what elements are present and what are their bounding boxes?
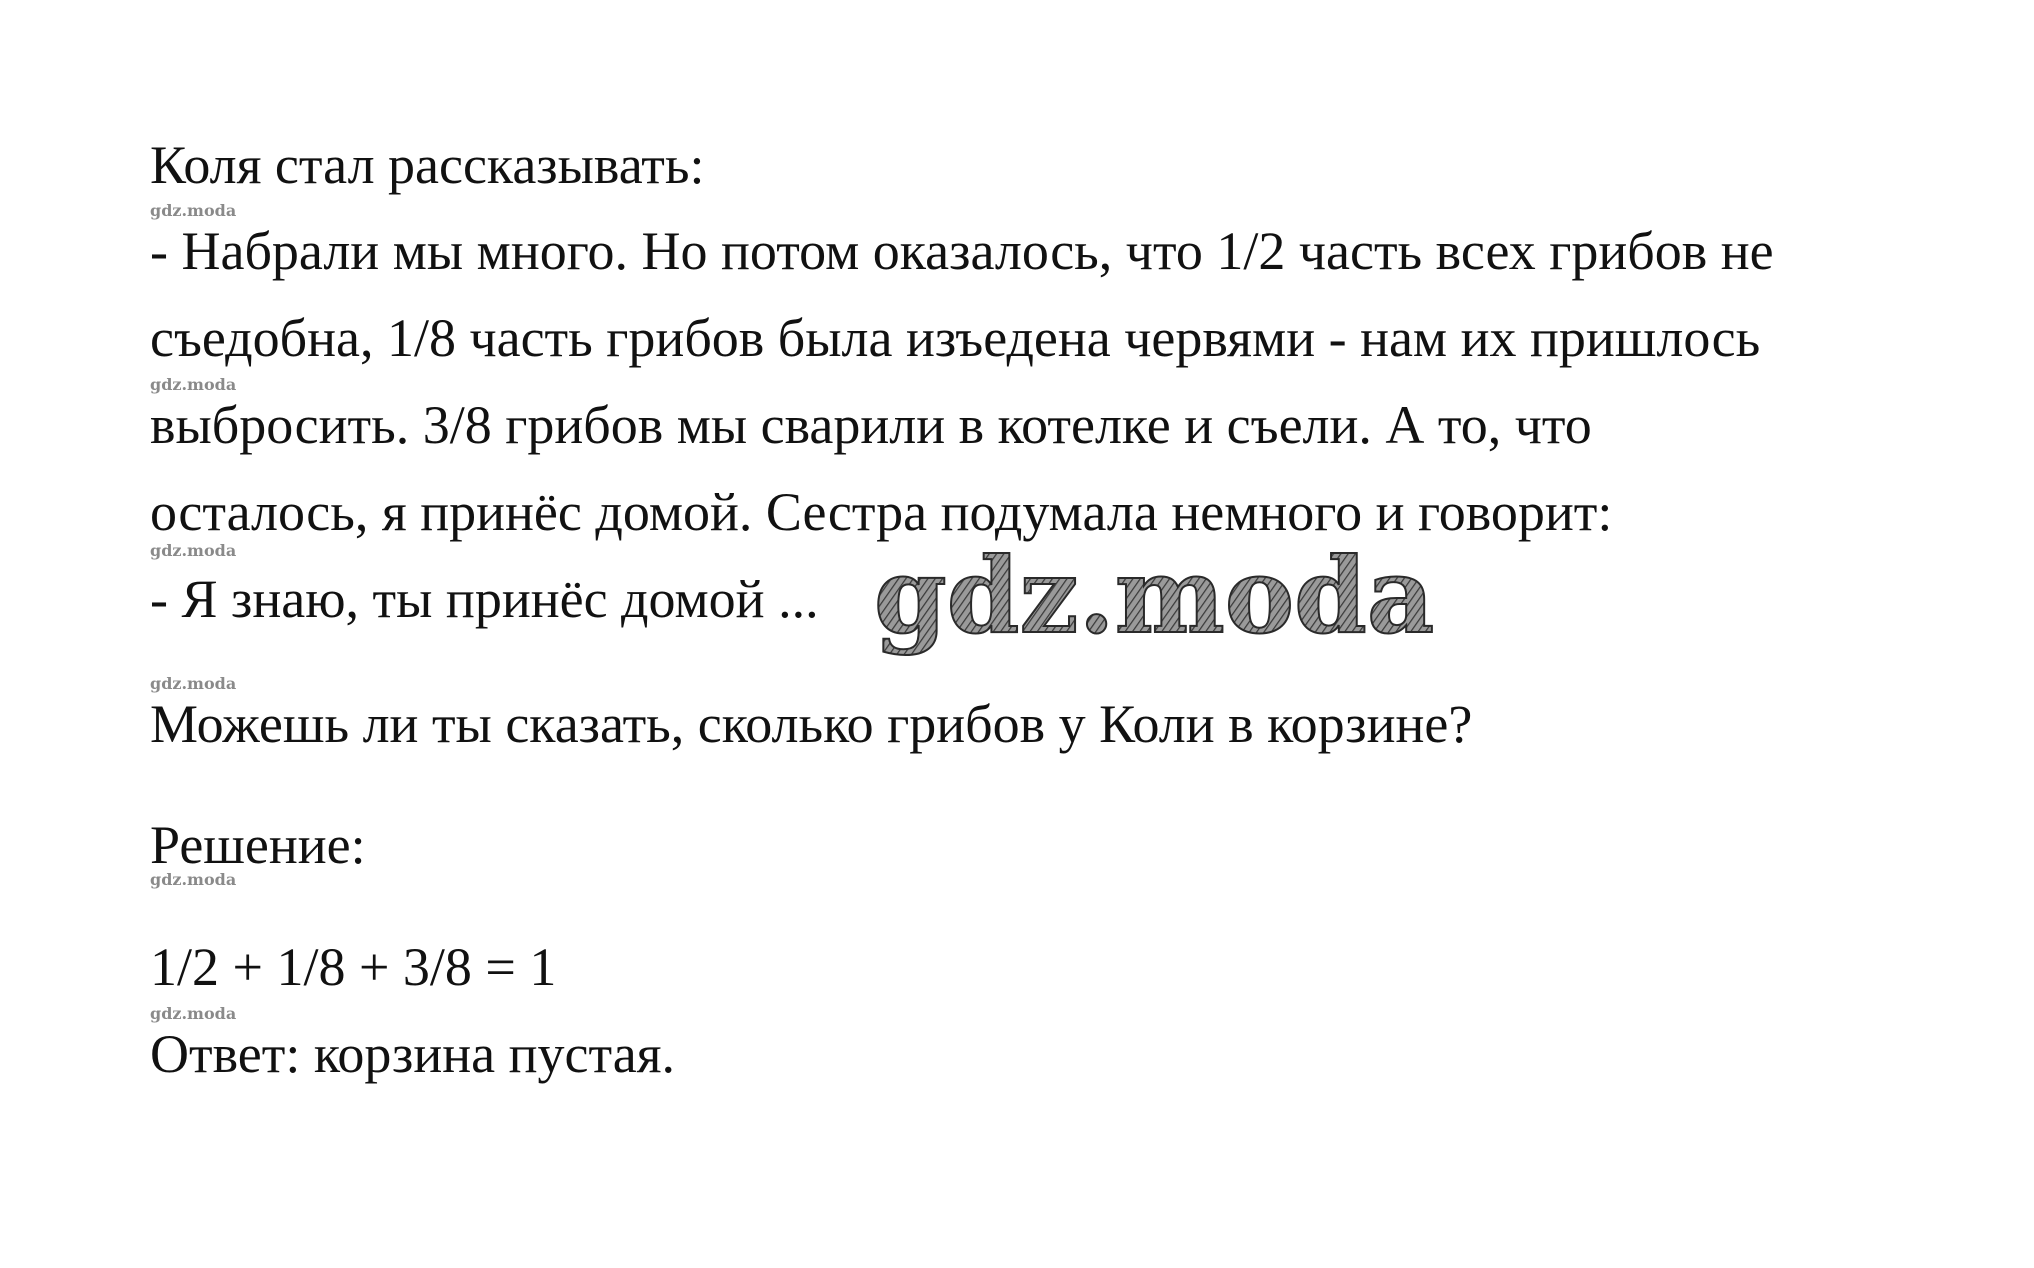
text-line-3: съедобна, 1/8 часть грибов была изъедена червями - нам их пришлось (150, 308, 1761, 368)
text-line-question: Можешь ли ты сказать, сколько грибов у Коли в корзине? (150, 694, 1473, 754)
watermark-small: gdz.moda (150, 1004, 237, 1023)
watermark-small: gdz.moda (150, 870, 237, 889)
watermark-logo-text: gdz.moda (874, 548, 1435, 657)
solution-equation: 1/2 + 1/8 + 3/8 = 1 (150, 937, 557, 997)
watermark-small: gdz.moda (150, 201, 237, 220)
watermark-small: gdz.moda (150, 541, 237, 560)
answer-line: Ответ: корзина пустая. (150, 1024, 676, 1084)
solution-heading: Решение: (150, 815, 366, 875)
watermark-small: gdz.moda (150, 375, 237, 394)
text-line-6: - Я знаю, ты принёс домой ... (150, 569, 819, 629)
watermark-logo (868, 548, 1458, 658)
text-line-5: осталось, я принёс домой. Сестра подумала немного и говорит: (150, 482, 1613, 542)
text-line-intro: Коля стал рассказывать: (150, 135, 705, 195)
text-line-2: - Набрали мы много. Но потом оказалось, что 1/2 часть всех грибов не (150, 221, 1774, 281)
text-line-4: выбросить. 3/8 грибов мы сварили в котелке и съели. А то, что (150, 395, 1592, 455)
watermark-small: gdz.moda (150, 674, 237, 693)
